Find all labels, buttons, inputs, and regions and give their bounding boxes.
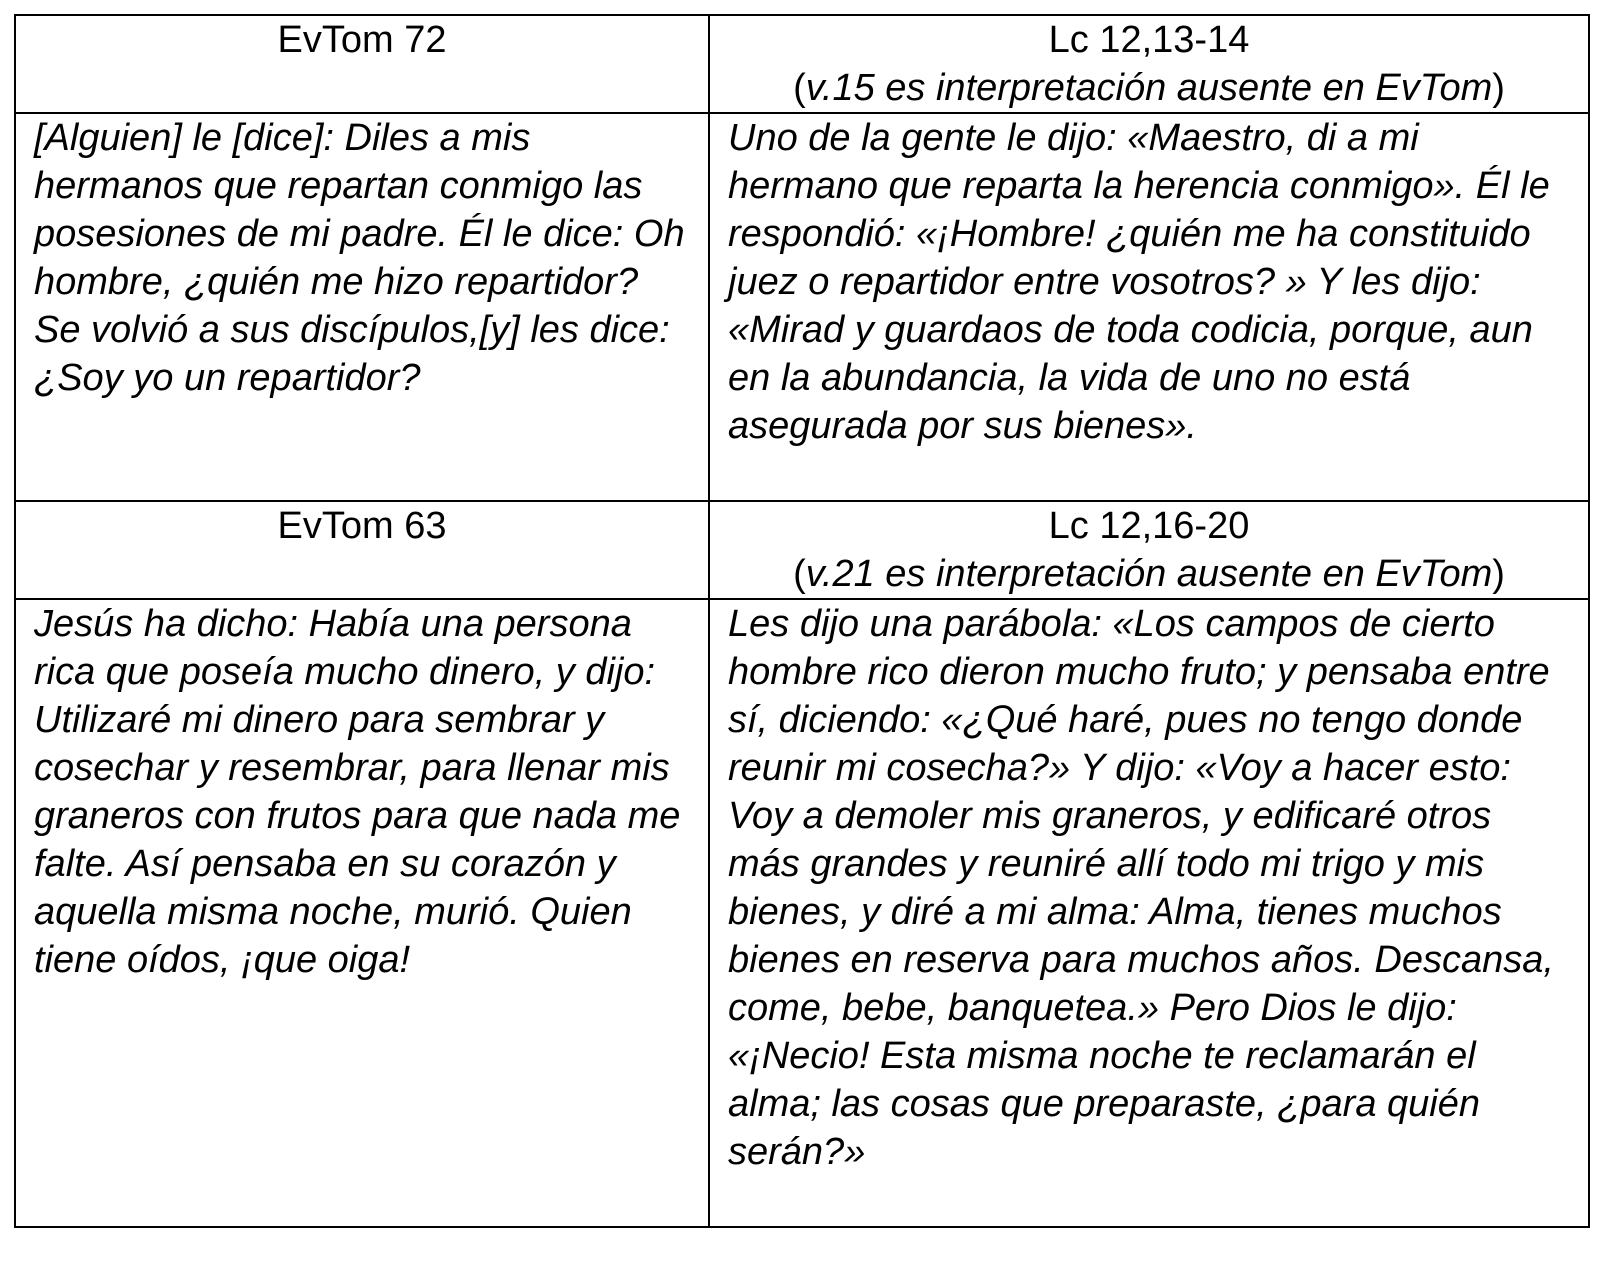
table-body-row	[15, 599, 1589, 1227]
note-text: v.21 es interpretación ausente en EvTom	[805, 553, 1493, 595]
table-cell-left-header	[15, 15, 709, 113]
table-cell-left-text	[15, 113, 709, 501]
note-close-paren: )	[1492, 553, 1505, 595]
thomas-saying-text: [Alguien] le [dice]: Diles a mis hermanos que repartan conmigo las posesiones de mi padre. Él le dice: Oh hombre, ¿quién me hizo repartidor? Se volvió a sus discípulos,[y] les dice: ¿Soy yo un repartidor?	[34, 117, 685, 399]
luke-passage-text: Les dijo una parábola: «Los campos de cierto hombre rico dieron mucho fruto; y pensaba entre sí, diciendo: «¿Qué haré, pues no tengo donde reunir mi cosecha?» Y dijo: «Voy a hacer esto: Voy a demoler mis graneros, y edificaré otros más grandes y reuniré allí todo mi trigo y mis bienes, y diré a mi alma: Alma, tienes muchos bienes en reserva para muchos años. Descansa, come, bebe, banquetea.» Pero Dios le dijo: «¡Necio! Esta misma noche te reclamarán el alma; las cosas que preparaste, ¿para quién serán?»	[728, 603, 1554, 1173]
table-cell-right-header	[709, 501, 1589, 599]
table-body-row	[15, 113, 1589, 501]
table-cell-right-text	[709, 599, 1589, 1227]
thomas-saying-ref: EvTom 72	[277, 19, 447, 61]
table-cell-right-text	[709, 113, 1589, 501]
interpretation-note	[728, 550, 1570, 598]
luke-passage-text: Uno de la gente le dijo: «Maestro, di a mi hermano que reparta la herencia conmigo». Él le respondió: «¡Hombre! ¿quién me ha constituido juez o repartidor entre vosotros? » Y les dijo: «Mirad y guardaos de toda codicia, porque, aun en la abundancia, la vida de uno no está asegurada por sus bienes».	[728, 117, 1550, 447]
luke-passage-ref: Lc 12,13-14	[1048, 19, 1250, 61]
comparison-table	[14, 14, 1590, 1228]
thomas-saying-ref: EvTom 63	[277, 505, 447, 547]
table-cell-right-header	[709, 15, 1589, 113]
note-open-paren: (	[793, 67, 806, 109]
table-header-row	[15, 501, 1589, 599]
table-header-row	[15, 15, 1589, 113]
note-text: v.15 es interpretación ausente en EvTom	[805, 67, 1493, 109]
note-close-paren: )	[1492, 67, 1505, 109]
luke-passage-ref: Lc 12,16-20	[1048, 505, 1250, 547]
table-cell-left-text	[15, 599, 709, 1227]
thomas-saying-text: Jesús ha dicho: Había una persona rica que poseía mucho dinero, y dijo: Utilizaré mi dinero para sembrar y cosechar y resembrar, para llenar mis graneros con frutos para que nada me falte. Así pensaba en su corazón y aquella misma noche, murió. Quien tiene oídos, ¡que oiga!	[34, 603, 681, 981]
note-open-paren: (	[793, 553, 806, 595]
interpretation-note	[728, 64, 1570, 112]
table-cell-left-header	[15, 501, 709, 599]
